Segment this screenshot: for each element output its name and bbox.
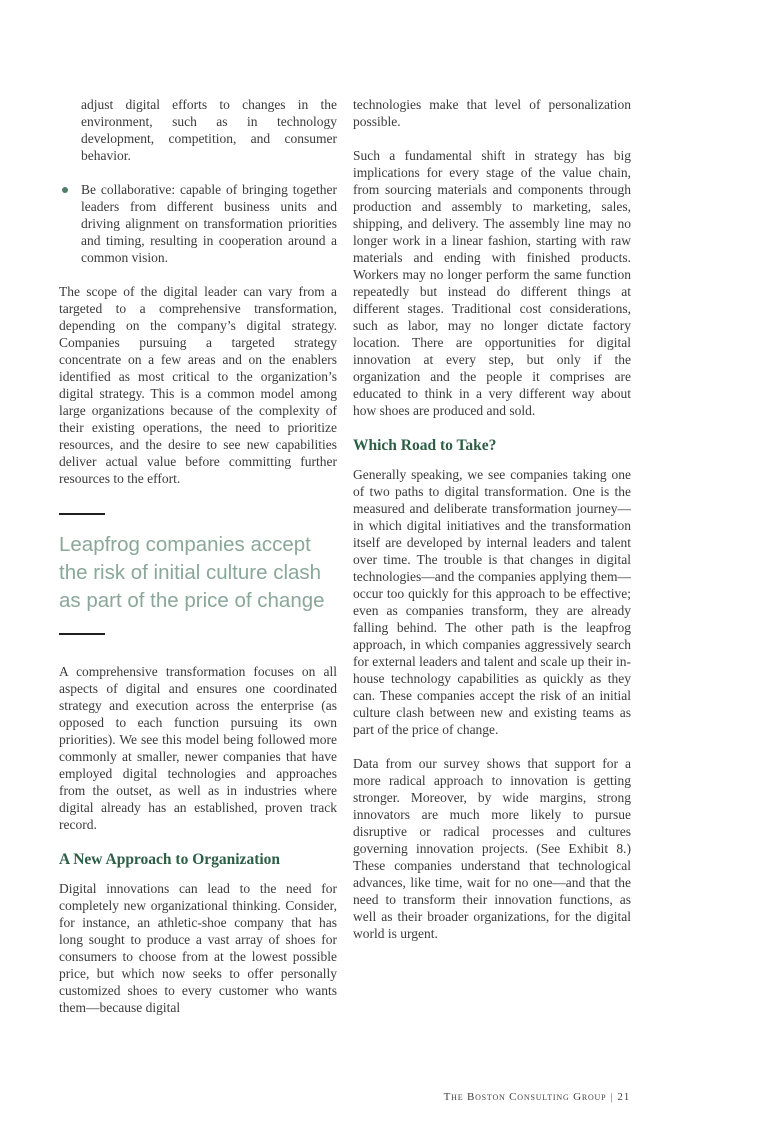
paragraph-scope: The scope of the digital leader can vary from a targeted to a comprehensive transformation, depending on the company’s digital strategy. Companies pursuing a targeted strategy concentrate on a few areas and on the enablers identified as most critical to the organization’s digital strategy. This is a common model among large organizations because of the complexity of their existing operations, the need to prioritize resources, and the desire to see new capabilities deliver actual value before committing further resources to the effort. <box>59 284 337 486</box>
paragraph-comprehensive: A comprehensive transformation focuses on all aspects of digital and ensures one coordinated strategy and execution across the enterprise (as opposed to each function pursuing its own priorities). We see this model being followed more commonly at smaller, newer companies that have employed digital technologies and approaches from the outset, as well as in industries where digital already has an established, proven track record. <box>59 664 337 832</box>
list-item-text: Be collaborative: capable of bringing together leaders from different business units and driving alignment on transformation priorities and timing, resulting in cooperation around a common vision. <box>81 182 337 265</box>
paragraph-shift: Such a fundamental shift in strategy has big implications for every stage of the value chain, from sourcing materials and components through production and assembly to marketing, sales, shipping, and delivery. The assembly line may no longer work in a linear fashion, starting with raw materials and ending with finished products. Workers may no longer perform the same function repeatedly but instead do different things at different stages. Traditional cost considerations, such as labor, may no longer dictate factory location. There are opportunities for digital innovation at every step, but only if the organization and the people it comprises are educated to think in a very different way about how shoes are produced and sold. <box>353 148 631 418</box>
pull-quote-block <box>59 513 337 635</box>
list-item <box>59 181 337 266</box>
heading-new-approach: A New Approach to Organization <box>59 851 281 868</box>
paragraph-innovations: Digital innovations can lead to the need for completely new organizational thinking. Consider, for instance, an athletic-shoe company that has long sought to produce a vast array of shoes for consumers to choose from at the lowest possible price, but which now seeks to offer personally customized shoes to every customer who wants them—because digital <box>59 881 337 1015</box>
page-footer <box>444 1091 630 1103</box>
divider-rule-bottom <box>59 633 105 635</box>
bullet-continuation-text: adjust digital efforts to changes in the environment, such as in technology development, competition, and consumer behavior. <box>81 97 337 163</box>
bullet-icon <box>62 187 68 193</box>
paragraph-paths: Generally speaking, we see companies taking one of two paths to digital transformation. One is the measured and deliberate transformation journey—in which digital initiatives and the transformation itself are developed by internal leaders and talent over time. The trouble is that changes in digital technologies—and the companies applying them—occur too quickly for this approach to be effective; even as companies transform, they are already falling behind. The other path is the leapfrog approach, in which companies aggressively search for external leaders and talent and scale up their in-house technology capabilities as quickly as they can. These companies accept the risk of an initial culture clash between new and existing teams as part of the price of change. <box>353 467 631 737</box>
heading-which-road: Which Road to Take? <box>353 437 497 454</box>
divider-rule-top <box>59 513 105 515</box>
left-column <box>59 96 337 1033</box>
footer-brand: The Boston Consulting Group <box>443 1091 607 1103</box>
page-content <box>59 96 631 1033</box>
footer-page-number: 21 <box>617 1091 630 1103</box>
right-column <box>353 96 631 1033</box>
paragraph-technologies: technologies make that level of personalization possible. <box>353 97 631 129</box>
pull-quote-text: Leapfrog companies accept the risk of initial culture clash as part of the price of change <box>59 533 325 612</box>
paragraph-survey: Data from our survey shows that support for a more radical approach to innovation is getting stronger. Moreover, by wide margins, strong innovators are much more likely to pursue disruptive or radical processes and cultures governing innovation projects. (See Exhibit 8.) These companies understand that technological advances, like time, wait for no one—and that the need to transform their innovation functions, as well as their broader organizations, for the digital world is urgent. <box>353 756 631 941</box>
footer-separator: | <box>610 1091 614 1103</box>
